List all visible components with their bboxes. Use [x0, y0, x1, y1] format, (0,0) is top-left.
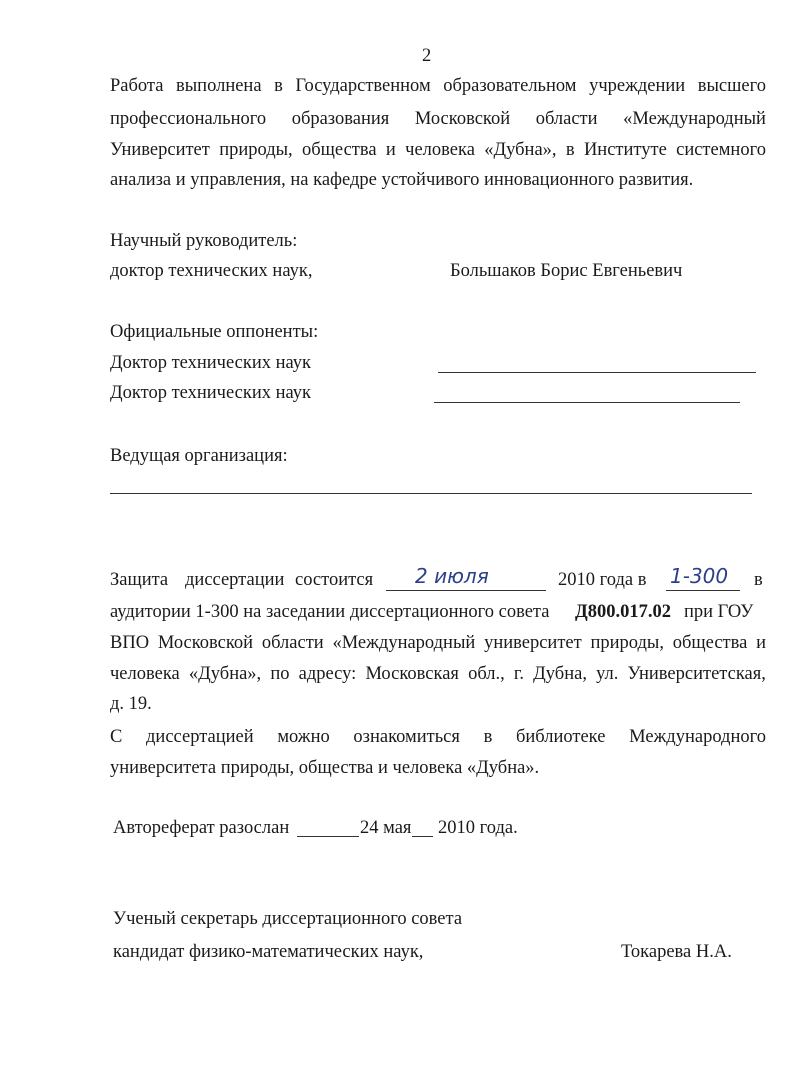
word: области — [261, 633, 324, 653]
intro-line-1 — [110, 76, 766, 97]
library-line-2: университета природы, общества и человека «Дубна». — [110, 758, 540, 778]
defense-room-blank — [666, 590, 740, 591]
opponent-1-degree: Доктор технических наук — [110, 353, 312, 373]
supervisor-degree: доктор технических наук, — [110, 261, 313, 281]
defense-text: аудитории 1-300 на заседании диссертационного совета — [110, 602, 550, 622]
defense-room-handwritten: 1-300 — [670, 564, 729, 588]
abstract-blank-2 — [412, 836, 433, 837]
abstract-blank-1 — [297, 836, 359, 837]
word: ул. — [596, 664, 619, 684]
word: библиотеке — [515, 727, 606, 747]
word: общества — [302, 140, 377, 160]
word: Московская — [365, 664, 459, 684]
defense-date-blank — [386, 590, 546, 591]
word: высшего — [697, 76, 766, 96]
abstract-sent-date: 24 мая — [360, 818, 412, 838]
word: природы, — [219, 140, 293, 160]
word: в — [565, 140, 575, 160]
word: «Дубна», — [484, 140, 557, 160]
word: Государственном — [295, 76, 431, 96]
word: общества — [672, 633, 748, 653]
word: Московской — [414, 109, 511, 129]
word: человека — [110, 664, 180, 684]
word: Университет — [110, 140, 210, 160]
word: диссертацией — [146, 727, 254, 747]
word: Дубна, — [533, 664, 587, 684]
word: состоится — [295, 570, 374, 590]
word: природы, — [590, 633, 664, 653]
word: Московской — [157, 633, 254, 653]
word: профессионального — [110, 109, 267, 129]
word: учреждении — [589, 76, 686, 96]
supervisor-heading: Научный руководитель: — [110, 231, 298, 251]
word: можно — [277, 727, 330, 747]
defense-line-5: д. 19. — [110, 694, 152, 714]
word: «Дубна», — [188, 664, 262, 684]
leading-org-heading: Ведущая организация: — [110, 446, 288, 466]
council-code: Д800.017.02 — [575, 602, 671, 622]
word: и — [756, 633, 766, 653]
secretary-degree: кандидат физико-математических наук, — [113, 942, 424, 962]
page-number: 2 — [422, 46, 432, 66]
word: «Международный — [623, 109, 766, 129]
abstract-sent-year: 2010 года. — [438, 818, 518, 838]
word: Работа — [110, 76, 164, 96]
defense-line-3 — [110, 633, 766, 654]
intro-line-2 — [110, 109, 766, 130]
word: человека — [405, 140, 475, 160]
word: университет — [484, 633, 582, 653]
word: и — [385, 140, 396, 160]
word: выполнена — [176, 76, 262, 96]
word: Международного — [629, 727, 766, 747]
intro-line-4: анализа и управления, на кафедре устойчивого инновационного развития. — [110, 170, 694, 190]
word: области — [535, 109, 598, 129]
word: обл., — [468, 664, 505, 684]
secretary-title: Ученый секретарь диссертационного совета — [113, 909, 463, 929]
supervisor-name: Большаков Борис Евгеньевич — [450, 261, 683, 281]
word: Университетская, — [627, 664, 766, 684]
defense-year-text: 2010 года в — [558, 570, 647, 590]
word: адресу: — [298, 664, 357, 684]
defense-line-2 — [110, 602, 766, 628]
word: образовательном — [443, 76, 577, 96]
word: ВПО — [110, 633, 150, 653]
opponents-heading: Официальные оппоненты: — [110, 322, 319, 342]
defense-line-4 — [110, 664, 766, 685]
word: по — [270, 664, 290, 684]
word: «Международный — [332, 633, 476, 653]
defense-text: при ГОУ — [684, 602, 754, 622]
secretary-name: Токарева Н.А. — [621, 942, 732, 962]
word: диссертации — [185, 570, 285, 590]
defense-date-handwritten: 2 июля — [415, 564, 489, 588]
word: образования — [291, 109, 390, 129]
word: в — [754, 570, 763, 590]
intro-line-3 — [110, 140, 766, 161]
library-line-1 — [110, 727, 766, 748]
word: Институте — [583, 140, 667, 160]
leading-org-blank — [110, 493, 752, 494]
opponent-1-blank — [438, 372, 756, 373]
opponent-2-degree: Доктор технических наук — [110, 383, 312, 403]
abstract-sent-label: Автореферат разослан — [113, 818, 290, 838]
word: в — [274, 76, 283, 96]
word: г. — [513, 664, 525, 684]
word: в — [483, 727, 493, 747]
word: Защита — [110, 570, 169, 590]
word: С — [110, 727, 123, 747]
word: ознакомиться — [353, 727, 460, 747]
opponent-2-blank — [434, 402, 740, 403]
defense-line-1 — [110, 564, 766, 596]
word: системного — [676, 140, 766, 160]
